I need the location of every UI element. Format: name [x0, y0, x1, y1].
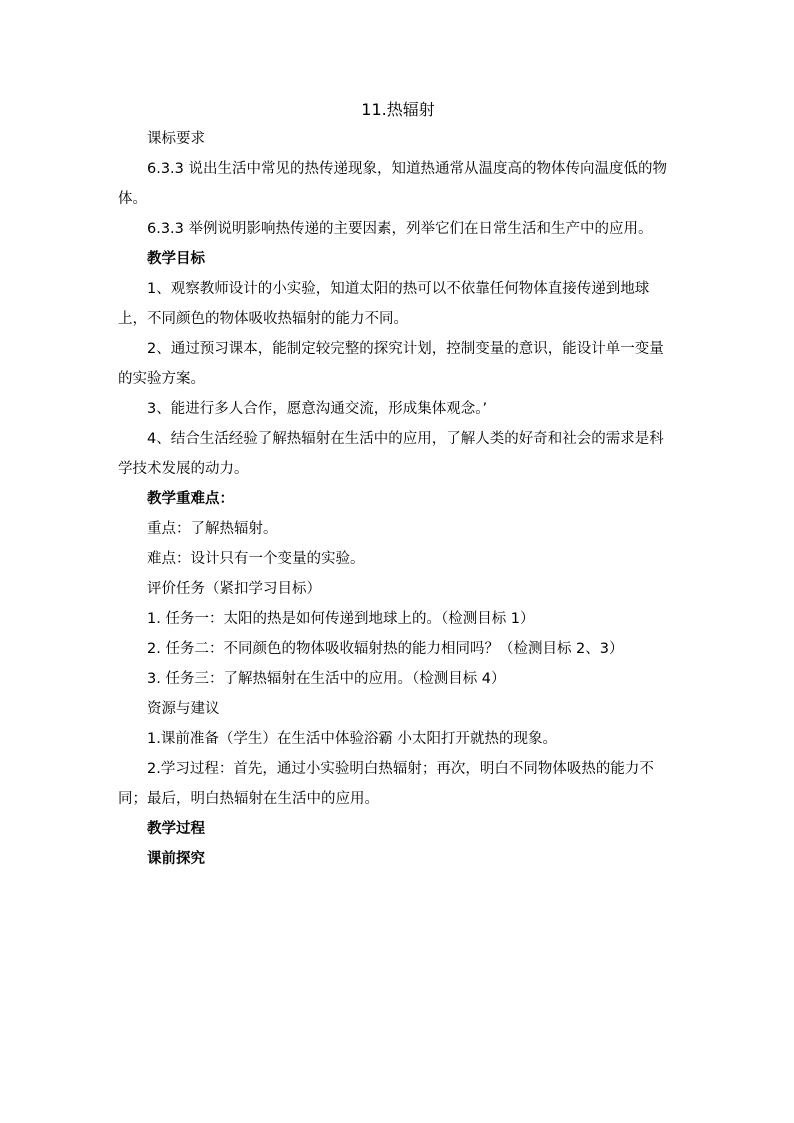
task-item-3: 3. 任务三：了解热辐射在生活中的应用。（检测目标 4） [147, 671, 506, 687]
pre-class-heading: 课前探究 [147, 851, 205, 867]
goals-heading: 教学目标 [147, 251, 205, 267]
process-heading: 教学过程 [147, 821, 205, 837]
goal-item-1: 1、观察教师设计的小实验，知道太阳的热可以不依靠任何物体直接传递到地球上，不同颜色的物体吸收热辐射的能力不同。 [118, 281, 650, 327]
tasks-heading: 评价任务（紧扣学习目标） [147, 581, 321, 597]
document-title: 11.热辐射 [361, 100, 435, 119]
curriculum-item-2: 6.3.3 举例说明影响热传递的主要因素，列举它们在日常生活和生产中的应用。 [147, 221, 653, 237]
key-points-heading: 教学重难点： [147, 491, 234, 507]
curriculum-heading: 课标要求 [147, 131, 205, 147]
resource-item-1: 1.课前准备（学生）在生活中体验浴霸 小太阳打开就热的现象。 [147, 731, 557, 747]
goal-item-4: 4、结合生活经验了解热辐射在生活中的应用，了解人类的好奇和社会的需求是科学技术发展的动力。 [118, 431, 664, 477]
difficult-point: 难点：设计只有一个变量的实验。 [147, 551, 365, 567]
key-point: 重点：了解热辐射。 [147, 521, 278, 537]
curriculum-item-1: 6.3.3 说出生活中常见的热传递现象，知道热通常从温度高的物体传向温度低的物体。 [118, 161, 668, 207]
goal-item-2: 2、通过预习课本，能制定较完整的探究计划，控制变量的意识，能设计单一变量的实验方案。 [118, 341, 664, 387]
task-item-1: 1. 任务一：太阳的热是如何传递到地球上的。（检测目标 1） [147, 611, 535, 627]
goal-item-3: 3、能进行多人合作，愿意沟通交流，形成集体观念。’ [147, 401, 488, 417]
task-item-2: 2. 任务二：不同颜色的物体吸收辐射热的能力相同吗？（检测目标 2、3） [147, 641, 624, 657]
resource-item-2: 2.学习过程：首先，通过小实验明白热辐射；再次，明白不同物体吸热的能力不同；最后，明白热辐射在生活中的应用。 [118, 761, 654, 807]
document-page [118, 96, 678, 874]
resources-heading: 资源与建议 [147, 701, 220, 717]
